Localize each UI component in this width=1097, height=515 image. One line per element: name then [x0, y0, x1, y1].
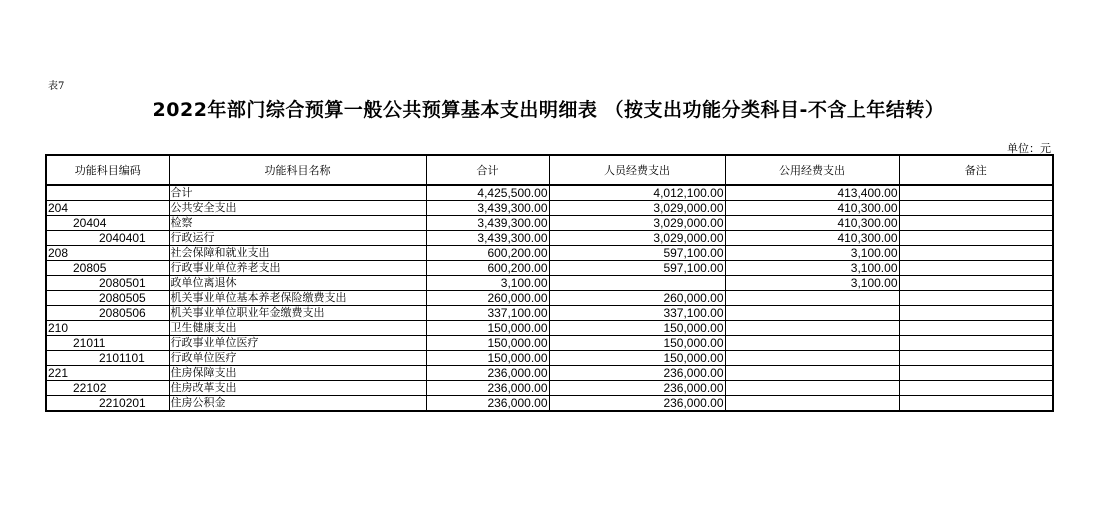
cell-function-code: 2210201 [46, 396, 169, 412]
cell-function-name: 行政单位医疗 [169, 351, 426, 366]
cell-function-code: 208 [46, 246, 169, 261]
cell-public-expense [725, 291, 899, 306]
cell-public-expense: 3,100.00 [725, 246, 899, 261]
cell-remark [899, 246, 1053, 261]
cell-personnel-expense: 4,012,100.00 [549, 185, 725, 201]
cell-function-code: 20404 [46, 216, 169, 231]
cell-personnel-expense: 337,100.00 [549, 306, 725, 321]
cell-public-expense [725, 381, 899, 396]
cell-function-name: 住房改革支出 [169, 381, 426, 396]
cell-total: 3,100.00 [426, 276, 549, 291]
cell-total: 3,439,300.00 [426, 201, 549, 216]
cell-function-name: 合计 [169, 185, 426, 201]
cell-function-code: 21011 [46, 336, 169, 351]
cell-function-name: 卫生健康支出 [169, 321, 426, 336]
cell-personnel-expense: 150,000.00 [549, 351, 725, 366]
table-row [46, 185, 1053, 201]
cell-function-code [46, 185, 169, 201]
cell-function-name: 政单位离退休 [169, 276, 426, 291]
cell-personnel-expense: 3,029,000.00 [549, 201, 725, 216]
cell-personnel-expense: 260,000.00 [549, 291, 725, 306]
cell-public-expense [725, 336, 899, 351]
cell-public-expense: 410,300.00 [725, 231, 899, 246]
cell-function-name: 社会保障和就业支出 [169, 246, 426, 261]
cell-remark [899, 396, 1053, 412]
cell-public-expense: 413,400.00 [725, 185, 899, 201]
table-row [46, 261, 1053, 276]
cell-function-name: 住房保障支出 [169, 366, 426, 381]
cell-remark [899, 381, 1053, 396]
cell-personnel-expense: 236,000.00 [549, 366, 725, 381]
table-row [46, 291, 1053, 306]
cell-total: 4,425,500.00 [426, 185, 549, 201]
cell-public-expense [725, 321, 899, 336]
cell-function-name: 行政事业单位医疗 [169, 336, 426, 351]
cell-function-name: 住房公积金 [169, 396, 426, 412]
cell-total: 236,000.00 [426, 381, 549, 396]
cell-personnel-expense: 236,000.00 [549, 381, 725, 396]
cell-public-expense: 3,100.00 [725, 276, 899, 291]
cell-total: 150,000.00 [426, 351, 549, 366]
cell-remark [899, 185, 1053, 201]
cell-remark [899, 366, 1053, 381]
cell-personnel-expense [549, 276, 725, 291]
table-row [46, 276, 1053, 291]
table-row [46, 306, 1053, 321]
header-function-name: 功能科目名称 [169, 155, 426, 185]
cell-total: 337,100.00 [426, 306, 549, 321]
cell-total: 150,000.00 [426, 321, 549, 336]
cell-public-expense [725, 306, 899, 321]
header-personnel-expense: 人员经费支出 [549, 155, 725, 185]
table-row [46, 336, 1053, 351]
cell-public-expense [725, 396, 899, 412]
cell-function-code: 221 [46, 366, 169, 381]
cell-function-code: 2080506 [46, 306, 169, 321]
cell-function-name: 行政运行 [169, 231, 426, 246]
cell-total: 260,000.00 [426, 291, 549, 306]
cell-personnel-expense: 150,000.00 [549, 321, 725, 336]
cell-remark [899, 321, 1053, 336]
cell-function-name: 检察 [169, 216, 426, 231]
cell-remark [899, 306, 1053, 321]
cell-function-code: 22102 [46, 381, 169, 396]
unit-label: 单位：元 [1007, 142, 1051, 155]
table-row [46, 321, 1053, 336]
cell-remark [899, 231, 1053, 246]
cell-remark [899, 291, 1053, 306]
cell-function-code: 2101101 [46, 351, 169, 366]
table-number-label: 表7 [48, 81, 65, 92]
table-row [46, 351, 1053, 366]
header-function-code: 功能科目编码 [46, 155, 169, 185]
table-row [46, 381, 1053, 396]
cell-total: 3,439,300.00 [426, 216, 549, 231]
cell-personnel-expense: 150,000.00 [549, 336, 725, 351]
table-row [46, 366, 1053, 381]
header-remark: 备注 [899, 155, 1053, 185]
cell-personnel-expense: 597,100.00 [549, 261, 725, 276]
table-row [46, 231, 1053, 246]
cell-public-expense [725, 351, 899, 366]
cell-remark [899, 351, 1053, 366]
cell-function-code: 204 [46, 201, 169, 216]
table-row [46, 201, 1053, 216]
cell-personnel-expense: 236,000.00 [549, 396, 725, 412]
table-row [46, 246, 1053, 261]
cell-function-code: 2080505 [46, 291, 169, 306]
cell-function-code: 20805 [46, 261, 169, 276]
cell-total: 236,000.00 [426, 396, 549, 412]
cell-total: 600,200.00 [426, 246, 549, 261]
cell-remark [899, 216, 1053, 231]
cell-remark [899, 261, 1053, 276]
cell-public-expense [725, 366, 899, 381]
page-title: 2022年部门综合预算一般公共预算基本支出明细表 （按支出功能分类科目-不含上年结转） [152, 99, 945, 121]
cell-total: 3,439,300.00 [426, 231, 549, 246]
cell-total: 600,200.00 [426, 261, 549, 276]
header-public-expense: 公用经费支出 [725, 155, 899, 185]
cell-function-code: 2080501 [46, 276, 169, 291]
cell-public-expense: 410,300.00 [725, 216, 899, 231]
table-body [46, 185, 1053, 411]
cell-remark [899, 276, 1053, 291]
cell-personnel-expense: 3,029,000.00 [549, 231, 725, 246]
cell-function-code: 210 [46, 321, 169, 336]
cell-function-name: 机关事业单位职业年金缴费支出 [169, 306, 426, 321]
cell-remark [899, 336, 1053, 351]
table-row [46, 396, 1053, 412]
table-header-row [46, 155, 1053, 185]
cell-public-expense: 3,100.00 [725, 261, 899, 276]
cell-function-name: 行政事业单位养老支出 [169, 261, 426, 276]
budget-table [45, 154, 1054, 412]
table-row [46, 216, 1053, 231]
cell-function-name: 机关事业单位基本养老保险缴费支出 [169, 291, 426, 306]
cell-public-expense: 410,300.00 [725, 201, 899, 216]
cell-personnel-expense: 3,029,000.00 [549, 216, 725, 231]
cell-total: 236,000.00 [426, 366, 549, 381]
header-total: 合计 [426, 155, 549, 185]
cell-function-code: 2040401 [46, 231, 169, 246]
cell-function-name: 公共安全支出 [169, 201, 426, 216]
cell-personnel-expense: 597,100.00 [549, 246, 725, 261]
cell-remark [899, 201, 1053, 216]
cell-total: 150,000.00 [426, 336, 549, 351]
